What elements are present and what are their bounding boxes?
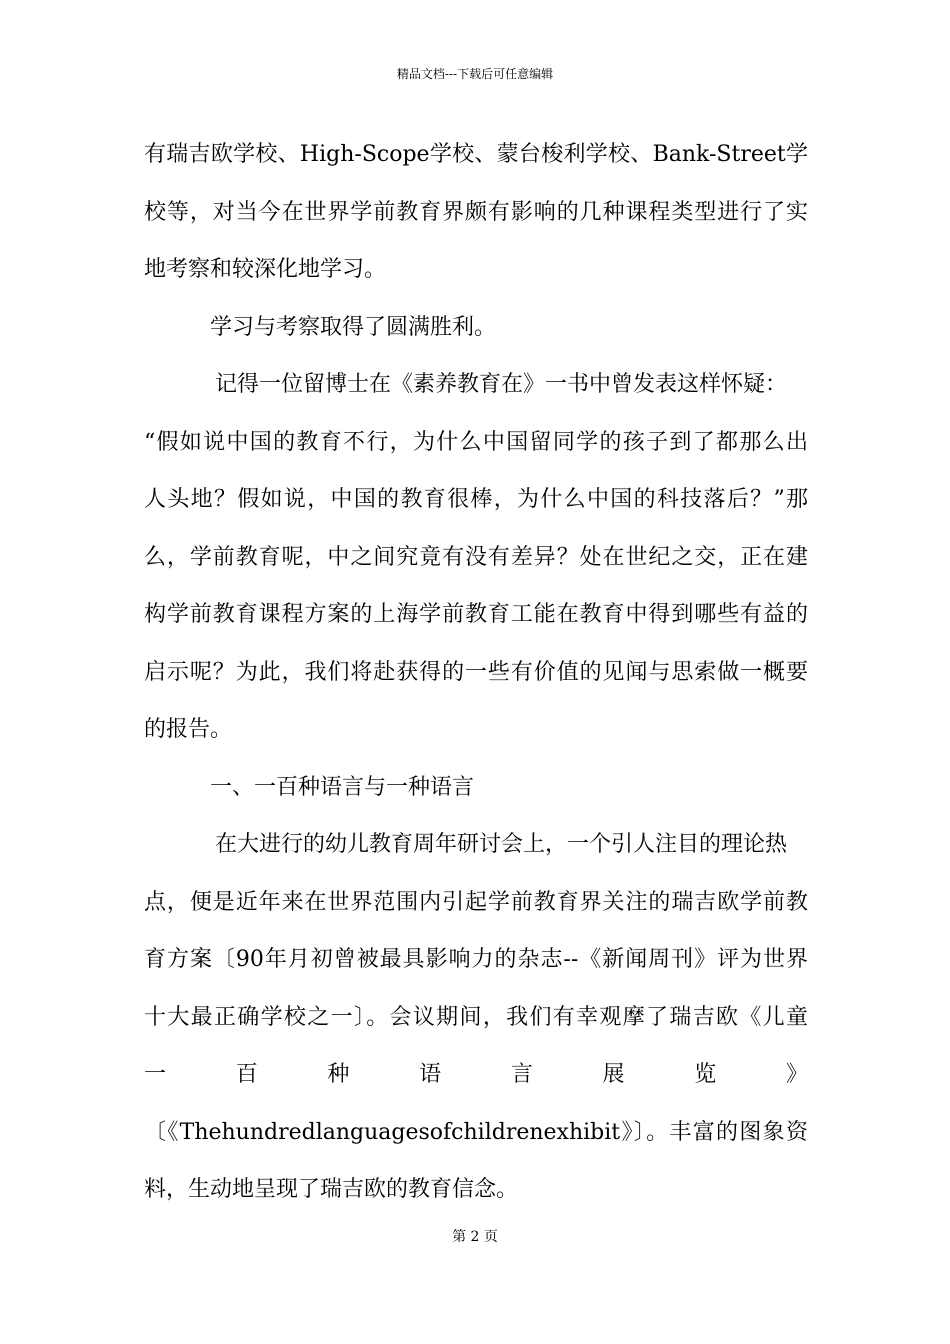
spread-char: 言 — [510, 1062, 533, 1087]
spread-char: 》 — [785, 1062, 808, 1087]
body-line: 十大最正确学校之一〕。会议期间，我们有幸观摩了瑞吉欧《儿童 — [144, 1004, 808, 1030]
body-line: 启示呢？为此，我们将赴获得的一些有价值的见闻与思索做一概要 — [144, 659, 808, 685]
page-number: 第 2 页 — [452, 1229, 498, 1245]
body-line: 人头地？假如说，中国的教育很棒，为什么中国的科技落后？”那 — [144, 487, 808, 512]
body-line: 地考察和较深化地学习。 — [144, 257, 387, 282]
body-line: 料，生动地呈现了瑞吉欧的教育信念。 — [144, 1177, 519, 1202]
section-heading: 一、一百种语言与一种语言 — [210, 774, 475, 800]
document-body — [144, 126, 808, 1219]
page-header: 精品文档---下载后可任意编辑 — [396, 67, 554, 81]
spread-line — [144, 1046, 808, 1104]
body-line: 〔《Thehundredlanguagesofchildrenexhibit》〕。丰富的图象资 — [144, 1119, 808, 1145]
body-line: 点，便是近年来在世界范围内引起学前教育界关注的瑞吉欧学前教 — [144, 889, 808, 915]
body-line: 育方案〔90年月初曾被最具影响力的杂志--《新闻周刊》评为世界 — [144, 947, 808, 972]
spread-char: 语 — [419, 1062, 442, 1087]
spread-char: 一 — [144, 1062, 167, 1087]
paragraph-line: 记得一位留博士在《素养教育在》一书中曾发表这样怀疑： — [215, 372, 788, 397]
body-line: “假如说中国的教育不行，为什么中国留同学的孩子到了都那么出 — [144, 429, 808, 455]
paragraph-line: 学习与考察取得了圆满胜利。 — [210, 314, 497, 340]
body-line: 么，学前教育呢，中之间究竟有没有差异？处在世纪之交，正在建 — [144, 544, 808, 570]
body-line: 校等，对当今在世界学前教育界颇有影响的几种课程类型进行了实 — [144, 199, 808, 225]
spread-char: 种 — [327, 1062, 350, 1087]
body-line: 的报告。 — [144, 717, 233, 742]
spread-char: 展 — [602, 1062, 625, 1087]
spread-char: 百 — [235, 1062, 258, 1087]
body-line: 构学前教育课程方案的上海学前教育工能在教育中得到哪些有益的 — [144, 602, 808, 627]
spread-char: 览 — [694, 1062, 717, 1087]
body-line: 有瑞吉欧学校、High-Scope学校、蒙台梭利学校、Bank-Street学 — [144, 142, 808, 167]
paragraph-line: 在大进行的幼儿教育周年研讨会上，一个引人注目的理论热 — [215, 832, 788, 857]
